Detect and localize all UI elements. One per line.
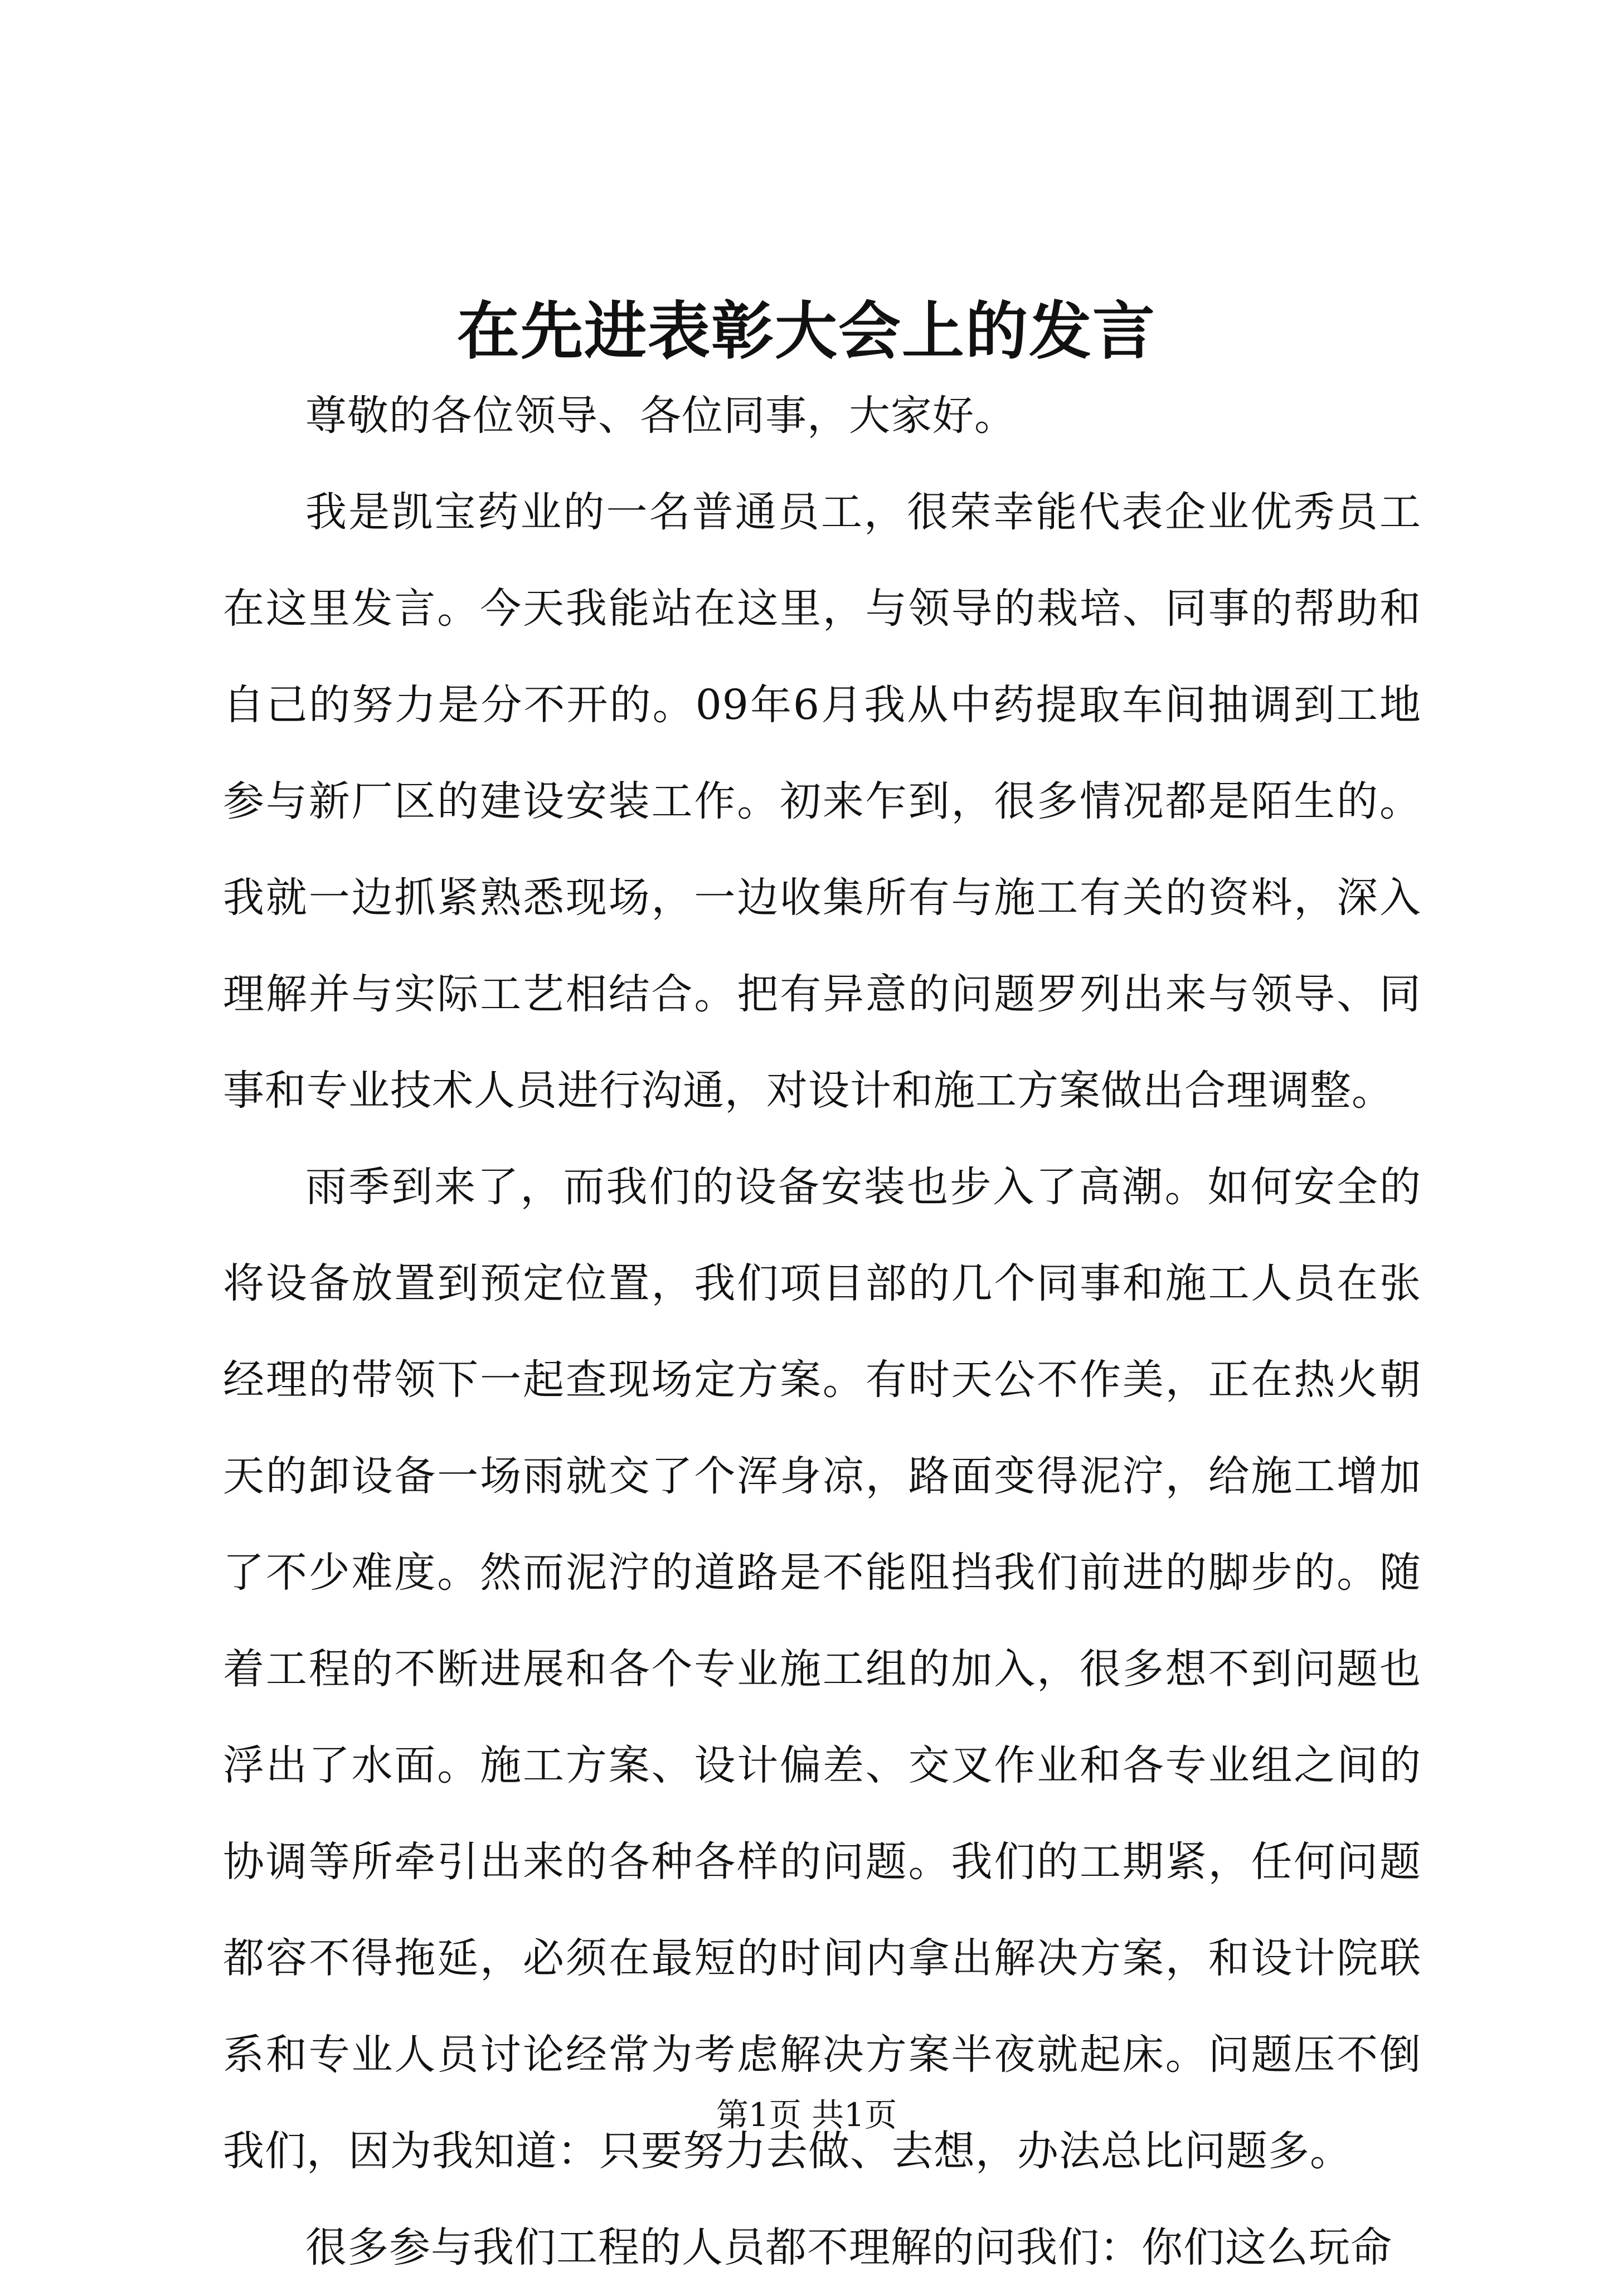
document-title: 在先进表彰大会上的发言 <box>457 295 1156 368</box>
paragraph-greeting: 尊敬的各位领导、各位同事，大家好。 <box>305 392 1016 440</box>
paragraph-rainy-season: 雨季到来了，而我们的设备安装也步入了高潮。如何安全的将设备放置到预定位置，我们项目部的几个同事和施工人员在张经理的带领下一起查现场定方案。有时天公不作美，正在热火朝天的卸设备一场雨就交了个浑身凉，路面变得泥泞，给施工增加了不少难度。然而泥泞的道路是不能阻挡我们前进的脚步的。随着工程的不断进展和各个专业施工组的加入，很多想不到问题也浮出了水面。施工方案、设计偏差、交叉作业和各专业组之间的协调等所牵引出来的各种各样的问题。我们的工期紧，任何问题都容不得拖延，必须在最短的时间内拿出解决方案，和设计院联系和专业人员讨论经常为考虑解决方案半夜就起床。问题压不倒我们，因为我知道：只要努力去做、去想，办法总比问题多。 <box>223 1163 1421 2175</box>
paragraph-closing: 很多参与我们工程的人员都不理解的问我们：你们这么玩命 <box>305 2224 1392 2271</box>
document-body <box>223 368 1421 2296</box>
page-footer: 第1页 共1页 <box>716 2096 897 2134</box>
paragraph-introduction: 我是凯宝药业的一名普通员工，很荣幸能代表企业优秀员工在这里发言。今天我能站在这里，与领导的栽培、同事的帮助和自己的努力是分不开的。09年6月我从中药提取车间抽调到工地参与新厂区的建设安装工作。初来乍到，很多情况都是陌生的。我就一边抓紧熟悉现场，一边收集所有与施工有关的资料，深入理解并与实际工艺相结合。把有异意的问题罗列出来与领导、同事和专业技术人员进行沟通，对设计和施工方案做出合理调整。 <box>223 488 1421 1115</box>
